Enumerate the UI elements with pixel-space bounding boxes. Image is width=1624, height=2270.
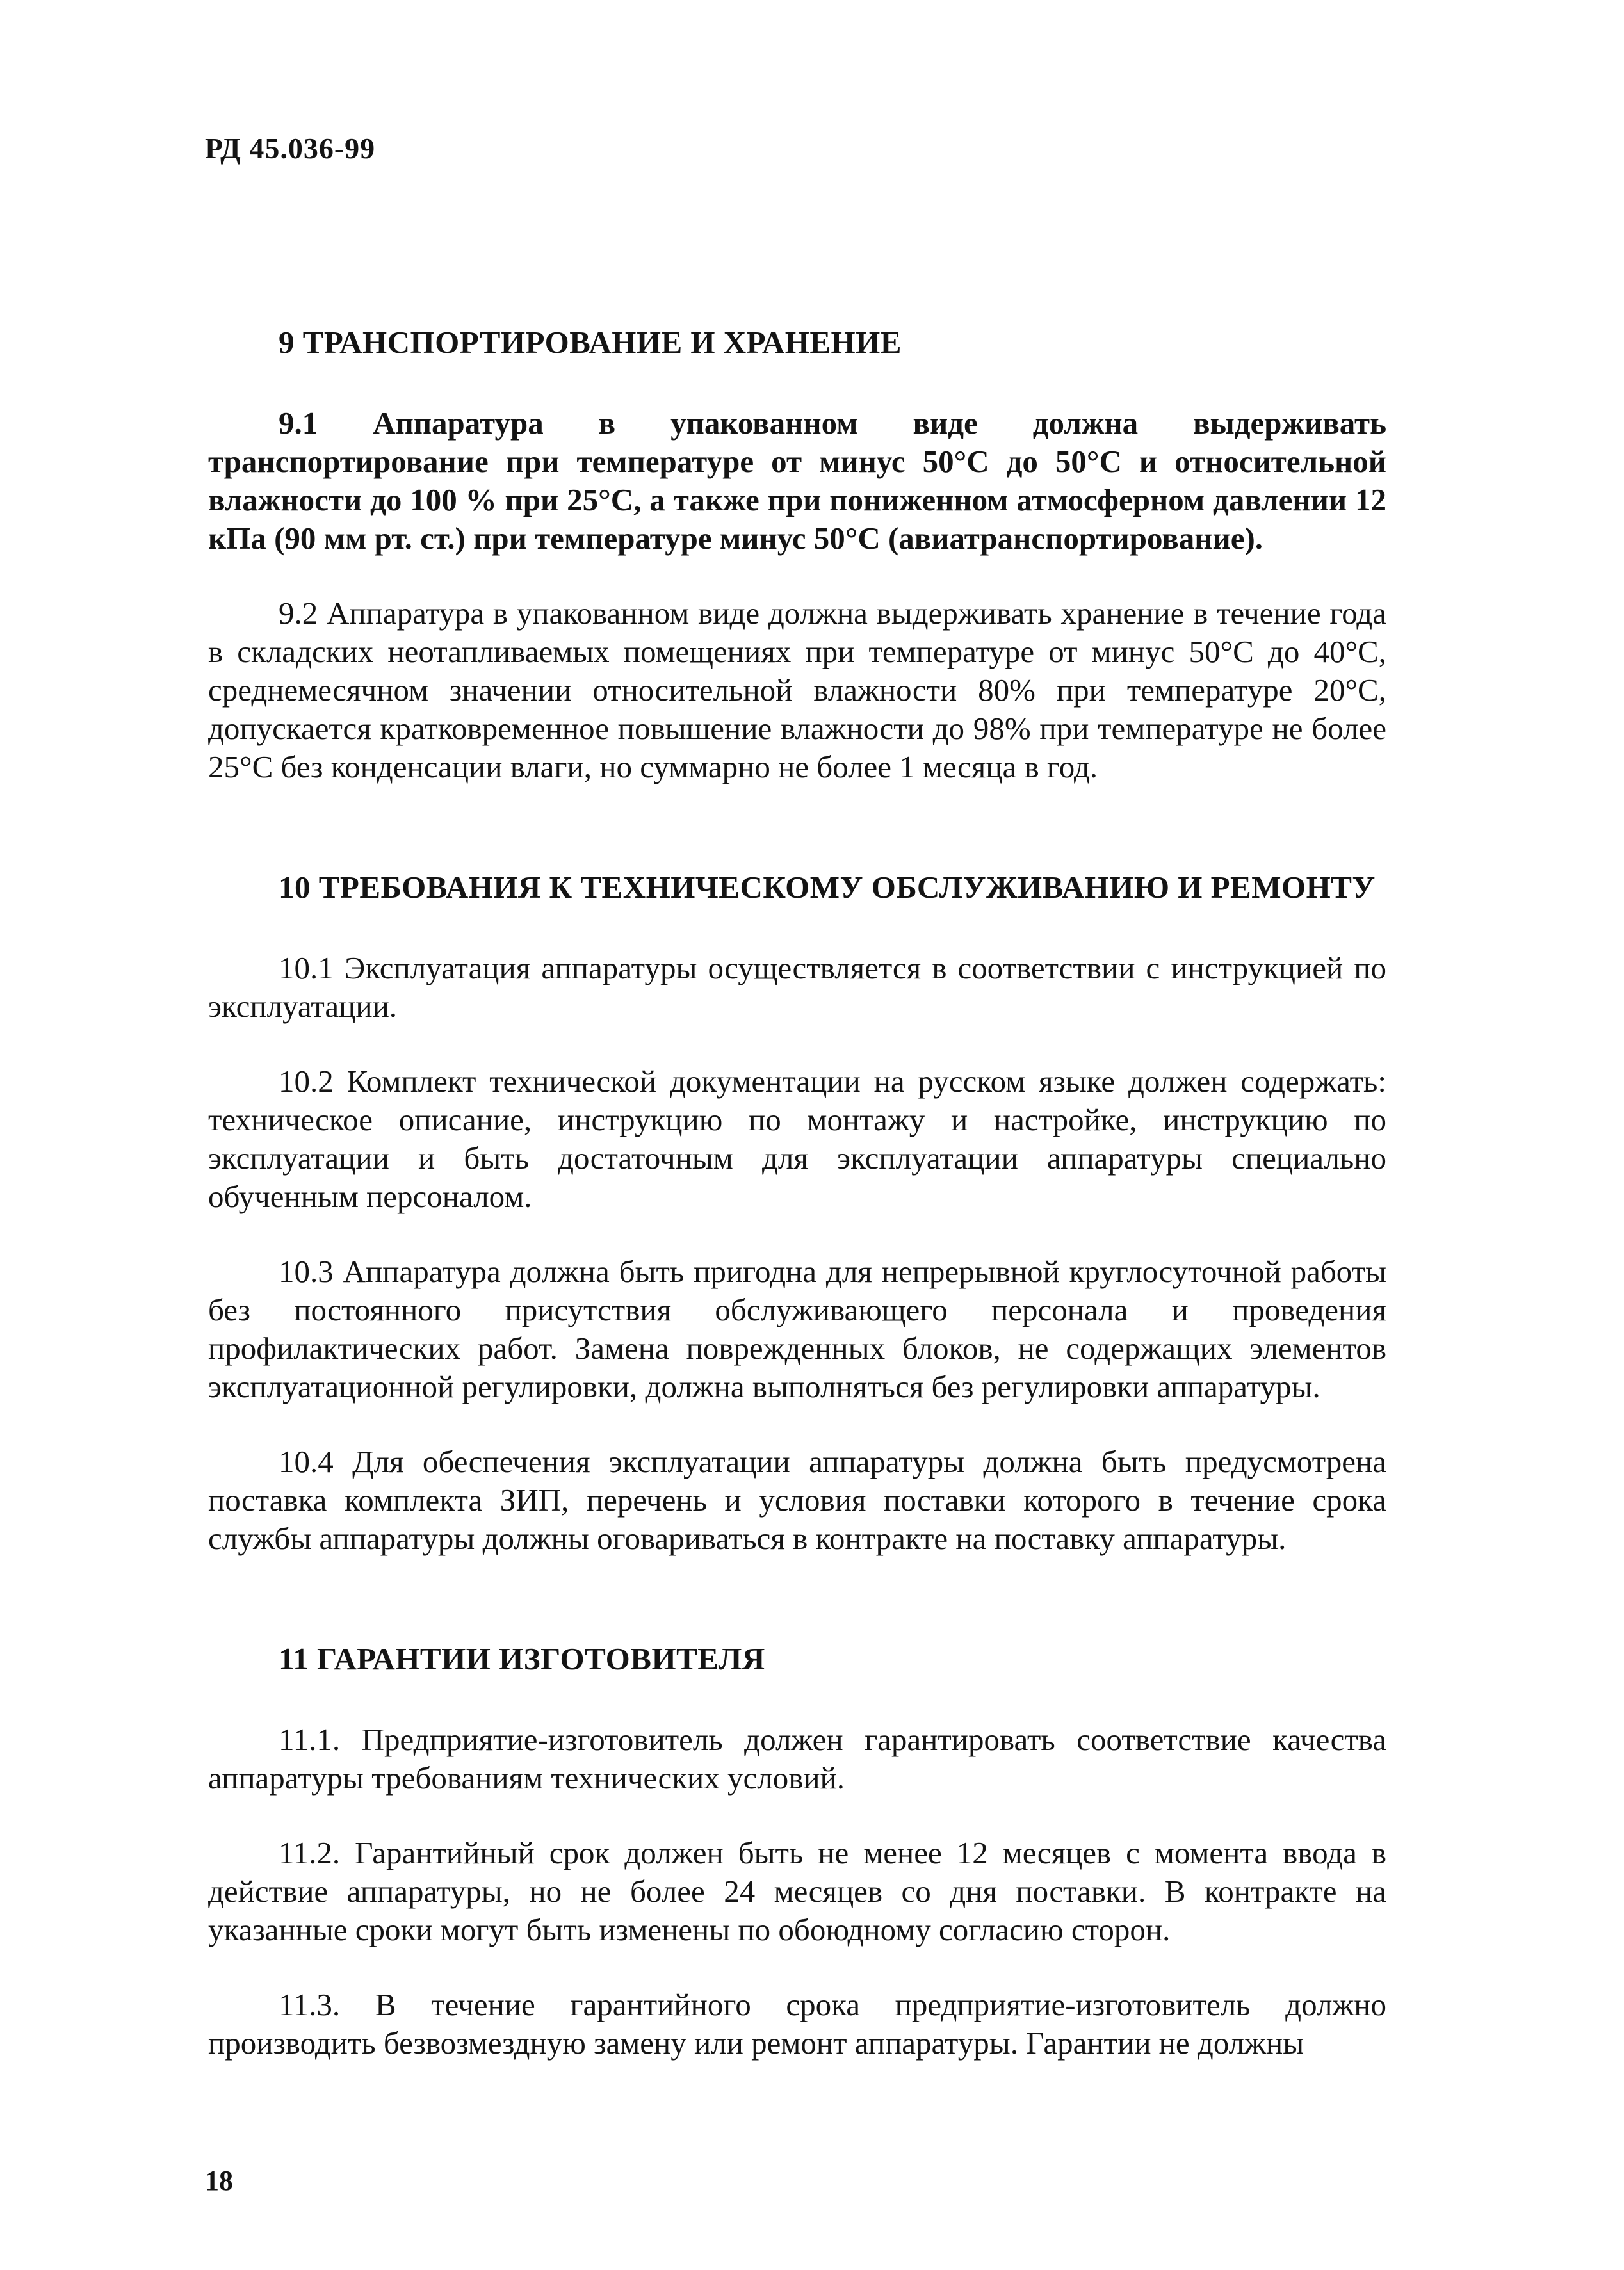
section-maintenance-repair	[208, 868, 1386, 1558]
section-manufacturer-warranty	[208, 1640, 1386, 2063]
paragraph-10-3: 10.3 Аппаратура должна быть пригодна для непрерывной круглосуточной работы без постоянного присутствия обслуживающего персонала и проведения профилактических работ. Замена поврежденных блоков, не содержащих элементов эксплуатационной регулировки, должна выполняться без регулировки аппаратуры.	[208, 1254, 1386, 1404]
paragraph-10-2: 10.2 Комплект технической документации на русском языке должен содержать: техническое описание, инструкцию по монтажу и настройке, инструкцию по эксплуатации и быть достаточным для эксплуатации аппаратуры специально обученным персоналом.	[208, 1064, 1386, 1214]
paragraph-10-1: 10.1 Эксплуатация аппаратуры осуществляется в соответствии с инструкцией по эксплуатации.	[208, 950, 1386, 1024]
paragraph-11-2: 11.2. Гарантийный срок должен быть не менее 12 месяцев с момента ввода в действие аппаратуры, но не более 24 месяцев со дня поставки. В контракте на указанные сроки могут быть изменены по обоюдному согласию сторон.	[208, 1835, 1386, 1947]
paragraph-10-4: 10.4 Для обеспечения эксплуатации аппаратуры должна быть предусмотрена поставка комплекта ЗИП, перечень и условия поставки которого в течение срока службы аппаратуры должны оговариваться в контракте на поставку аппаратуры.	[208, 1444, 1386, 1556]
section-transport-storage	[208, 323, 1386, 786]
section-heading: 9 ТРАНСПОРТИРОВАНИЕ И ХРАНЕНИЕ	[279, 325, 902, 360]
paragraph-11-3: 11.3. В течение гарантийного срока предприятие-изготовитель должно производить безвозмездную замену или ремонт аппаратуры. Гарантии не должны	[208, 1987, 1386, 2061]
document-body	[208, 323, 1386, 2063]
paragraph-9-1: 9.1 Аппаратура в упакованном виде должна выдерживать транспортирование при температуре от минус 50°С до 50°С и относительной влажности до 100 % при 25°С, а также при пониженном атмосферном давлении 12 кПа (90 мм рт. ст.) при температуре минус 50°С (авиатранспортирование).	[208, 405, 1386, 556]
paragraph-11-1: 11.1. Предприятие-изготовитель должен гарантировать соответствие качества аппаратуры требованиям технических условий.	[208, 1722, 1386, 1796]
document-code: РД 45.036-99	[205, 132, 376, 165]
section-heading: 11 ГАРАНТИИ ИЗГОТОВИТЕЛЯ	[279, 1641, 765, 1676]
section-heading: 10 ТРЕБОВАНИЯ К ТЕХНИЧЕСКОМУ ОБСЛУЖИВАНИЮ И РЕМОНТУ	[279, 870, 1376, 905]
paragraph-9-2: 9.2 Аппаратура в упакованном виде должна выдерживать хранение в течение года в складских неотапливаемых помещениях при температуре от минус 50°С до 40°С, среднемесячном значении относительной влажности 80% при температуре 20°С, допускается кратковременное повышение влажности до 98% при температуре не более 25°С без конденсации влаги, но суммарно не более 1 месяца в год.	[208, 596, 1386, 784]
page-number: 18	[205, 2165, 233, 2196]
